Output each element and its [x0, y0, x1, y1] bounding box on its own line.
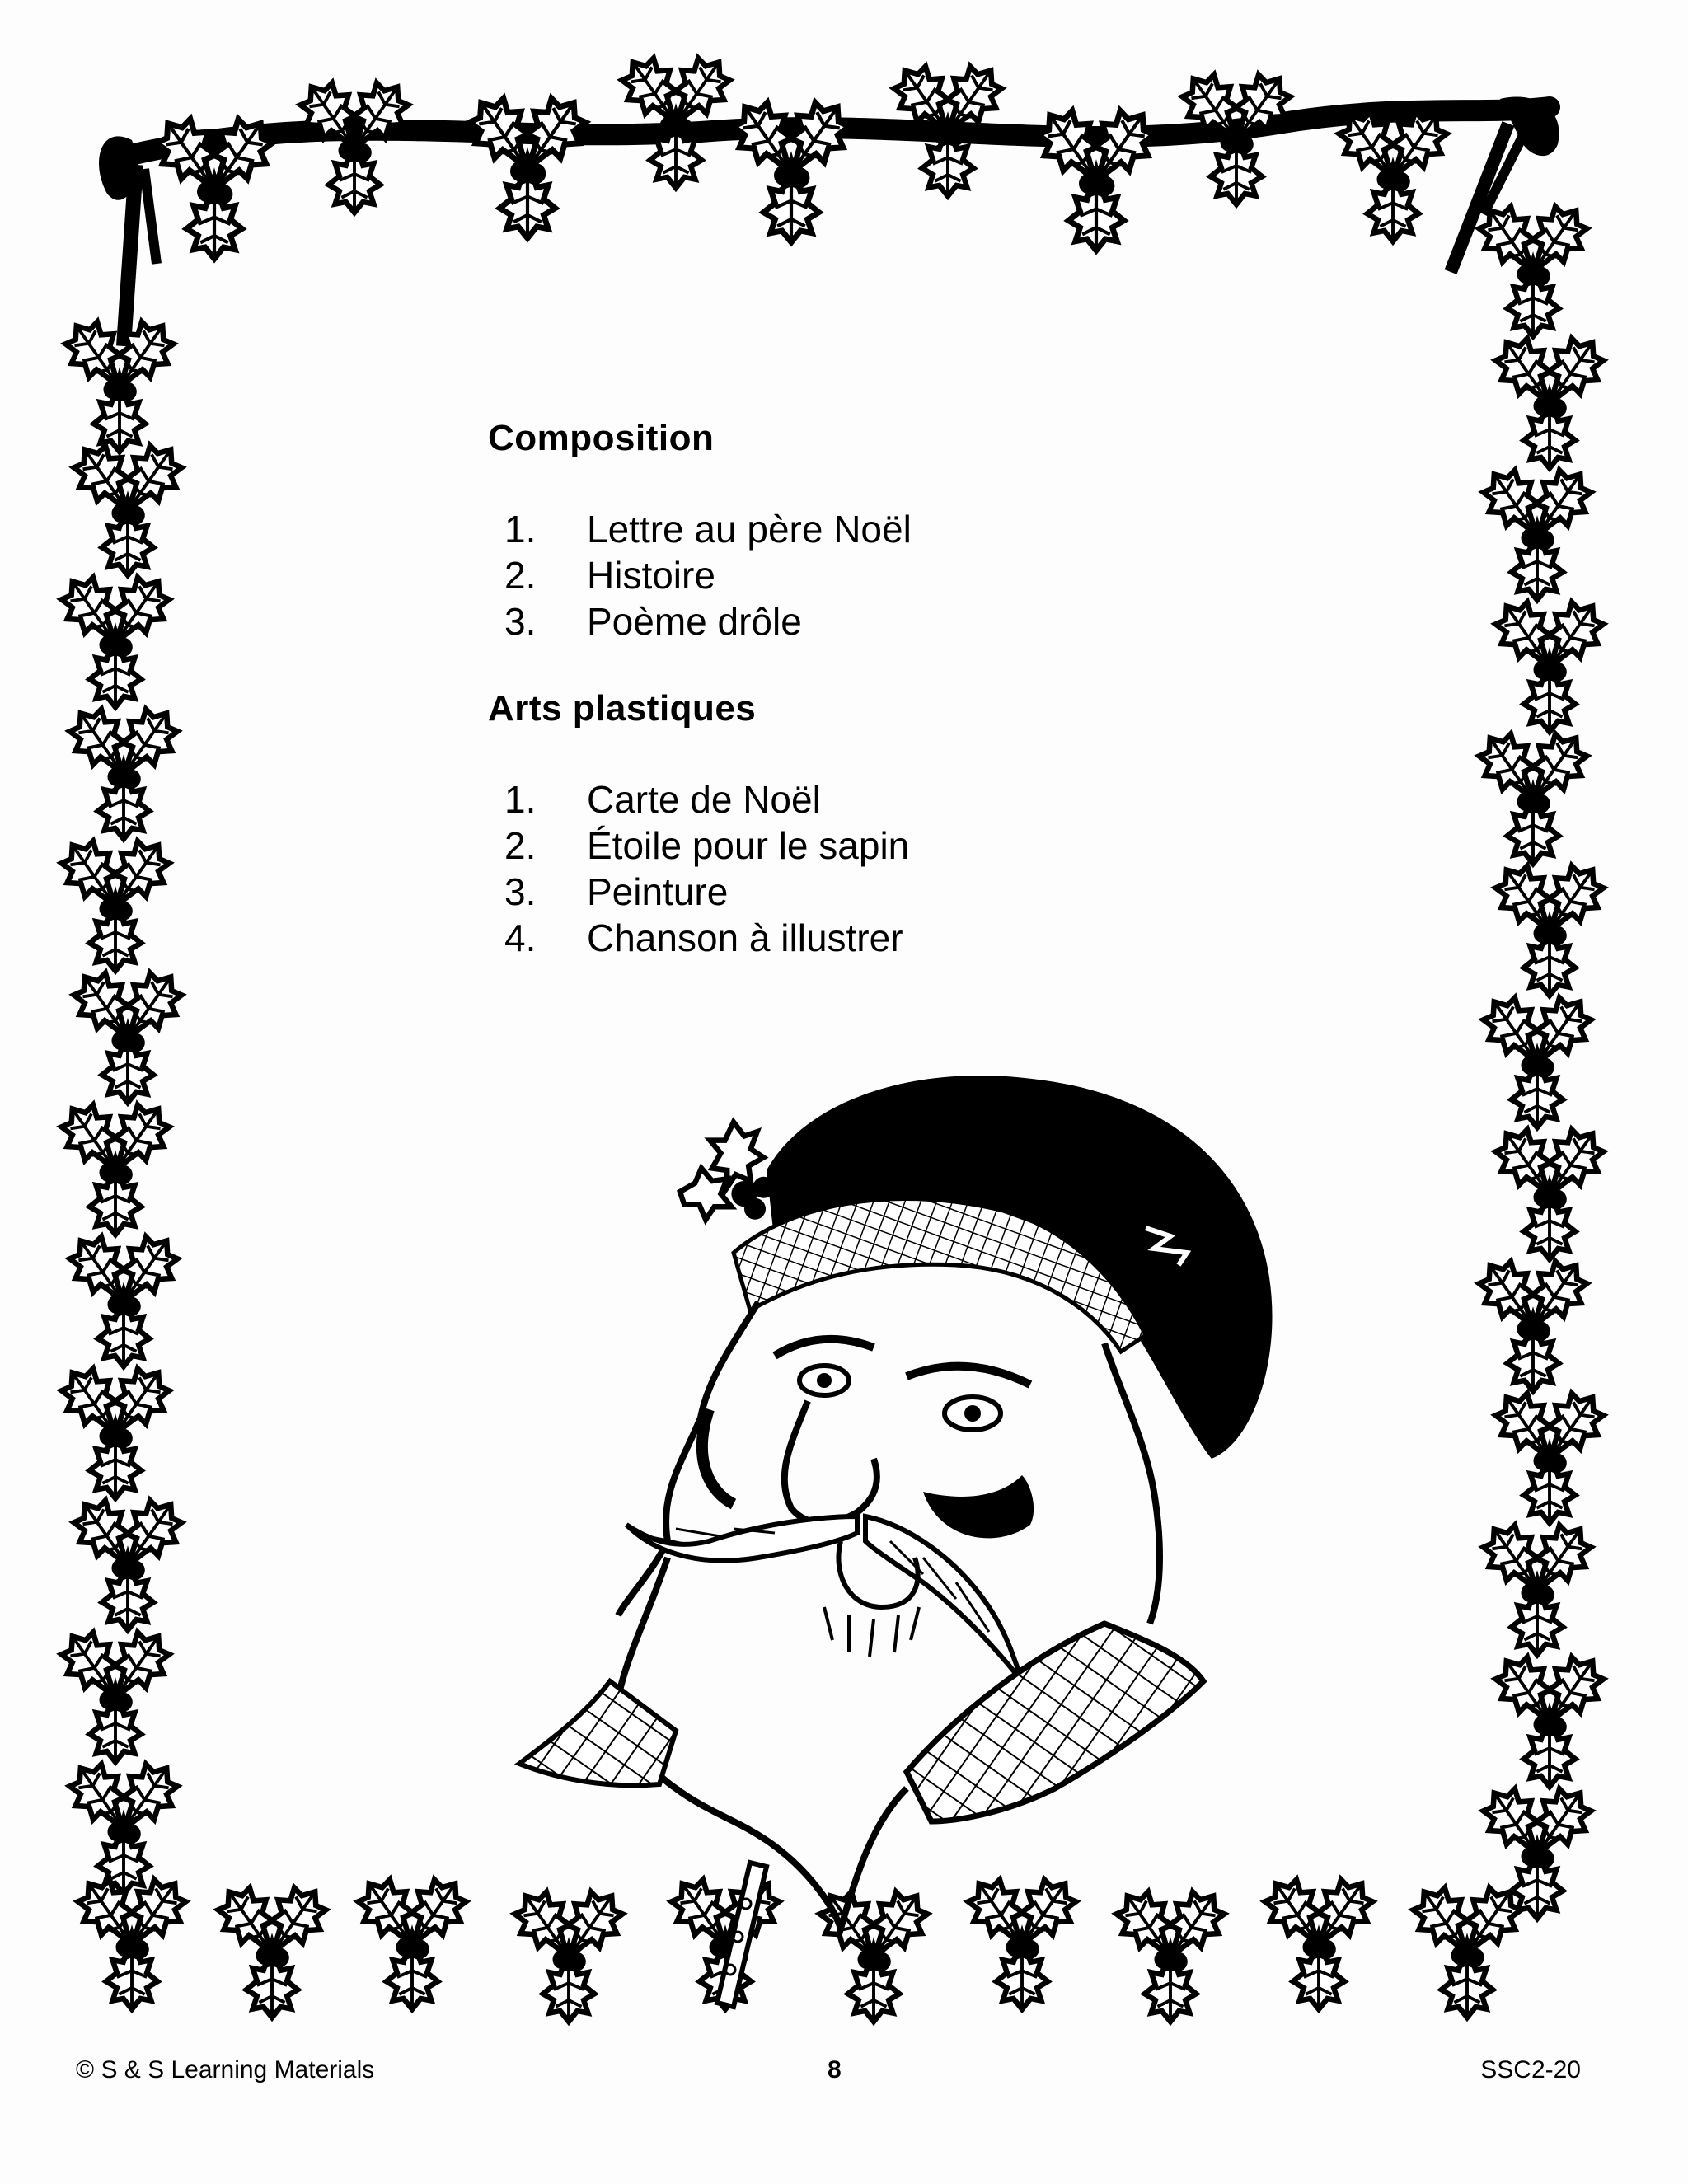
list-item: [488, 776, 1230, 823]
list-item: [488, 823, 1230, 869]
item-number: 1.: [504, 508, 537, 551]
item-number: 2.: [504, 554, 537, 597]
list-item: [488, 506, 1230, 552]
list-item: [488, 915, 1230, 961]
composition-list: [488, 506, 1230, 644]
section-title-composition: Composition: [488, 418, 715, 458]
list-item: [488, 598, 1230, 644]
list-item: [488, 869, 1230, 915]
page-number: 8: [828, 2056, 842, 2083]
activity-list: [488, 420, 1230, 961]
item-number: 1.: [504, 778, 537, 821]
page-footer: [76, 2056, 1581, 2089]
item-text: Chanson à illustrer: [587, 916, 903, 959]
section-title-arts-plastiques: Arts plastiques: [488, 688, 757, 729]
item-text: Carte de Noël: [587, 778, 821, 821]
item-number: 3.: [504, 870, 537, 913]
item-text: Étoile pour le sapin: [587, 824, 910, 867]
item-text: Poème drôle: [587, 600, 802, 643]
item-number: 2.: [504, 824, 537, 867]
santa-illustration-icon: [462, 1030, 1368, 2060]
copyright-text: © S & S Learning Materials: [76, 2056, 375, 2083]
product-code: SSC2-20: [1480, 2056, 1581, 2083]
arts-plastiques-list: [488, 776, 1230, 961]
item-number: 3.: [504, 600, 537, 643]
item-number: 4.: [504, 916, 537, 959]
item-text: Lettre au père Noël: [587, 508, 912, 551]
list-item: [488, 552, 1230, 598]
item-text: Histoire: [587, 554, 715, 597]
item-text: Peinture: [587, 870, 729, 913]
